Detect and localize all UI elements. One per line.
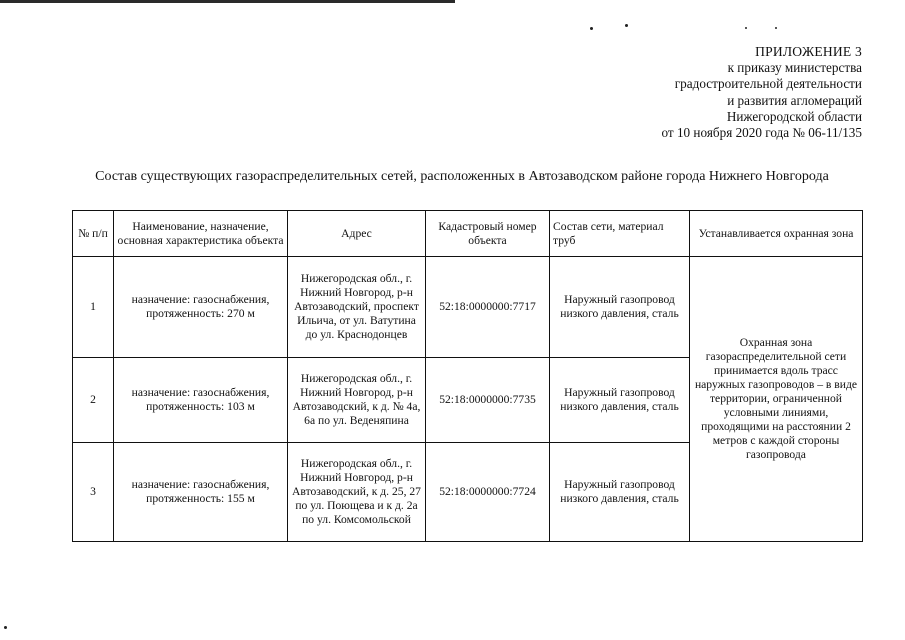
appendix-title: ПРИЛОЖЕНИЕ 3 — [755, 44, 862, 59]
header-cadastral: Кадастровый номер объекта — [426, 211, 550, 257]
cell-network: Наружный газопровод низкого давления, сталь — [550, 358, 690, 443]
cell-network: Наружный газопровод низкого давления, сталь — [550, 443, 690, 542]
header-name: Наименование, назначение, основная характеристика объекта — [114, 211, 288, 257]
scan-speck — [590, 27, 593, 30]
cell-number: 2 — [73, 358, 114, 443]
header-number: № п/п — [73, 211, 114, 257]
appendix-line: от 10 ноября 2020 года № 06-11/135 — [661, 125, 862, 141]
cell-name: назначение: газоснабжения, протяженность: 155 м — [114, 443, 288, 542]
cell-address: Нижегородская обл., г. Нижний Новгород, р-н Автозаводский, к д. № 4а, 6а по ул. Веденяпина — [288, 358, 426, 443]
appendix-line: к приказу министерства — [727, 60, 862, 76]
table-header-row — [73, 211, 863, 257]
cell-cadastral: 52:18:0000000:7724 — [426, 443, 550, 542]
header-zone: Устанавливается охранная зона — [690, 211, 863, 257]
appendix-line: градостроительной деятельности — [674, 76, 862, 92]
scan-speck — [745, 27, 747, 29]
document-title: Состав существующих газораспределительных сетей, расположенных в Автозаводском районе города Нижнего Новгорода — [95, 169, 829, 184]
scan-speck — [775, 27, 777, 29]
scan-edge-artifact — [0, 0, 455, 3]
cell-network: Наружный газопровод низкого давления, сталь — [550, 257, 690, 358]
cell-cadastral: 52:18:0000000:7717 — [426, 257, 550, 358]
table-row — [73, 257, 863, 358]
gas-network-table — [72, 210, 863, 542]
scan-speck — [625, 24, 628, 27]
cell-protection-zone: Охранная зона газораспределительной сети принимается вдоль трасс наружных газопроводов – в виде территории, ограниченной условными линиями, проходящими на расстоянии 2 метров с каждой стороны газопровода — [690, 257, 863, 542]
cell-name: назначение: газоснабжения, протяженность: 103 м — [114, 358, 288, 443]
cell-number: 1 — [73, 257, 114, 358]
cell-address: Нижегородская обл., г. Нижний Новгород, р-н Автозаводский, к д. 25, 27 по ул. Поющева и к д. 2а по ул. Комсомольской — [288, 443, 426, 542]
header-address: Адрес — [288, 211, 426, 257]
scan-speck — [4, 626, 7, 629]
appendix-line: и развития агломераций — [727, 92, 862, 108]
cell-number: 3 — [73, 443, 114, 542]
header-network: Состав сети, материал труб — [550, 211, 690, 257]
appendix-block — [661, 44, 862, 141]
appendix-line: Нижегородской области — [726, 108, 862, 124]
cell-cadastral: 52:18:0000000:7735 — [426, 358, 550, 443]
cell-address: Нижегородская обл., г. Нижний Новгород, р-н Автозаводский, проспект Ильича, от ул. Ватутина до ул. Краснодонцев — [288, 257, 426, 358]
cell-name: назначение: газоснабжения, протяженность: 270 м — [114, 257, 288, 358]
